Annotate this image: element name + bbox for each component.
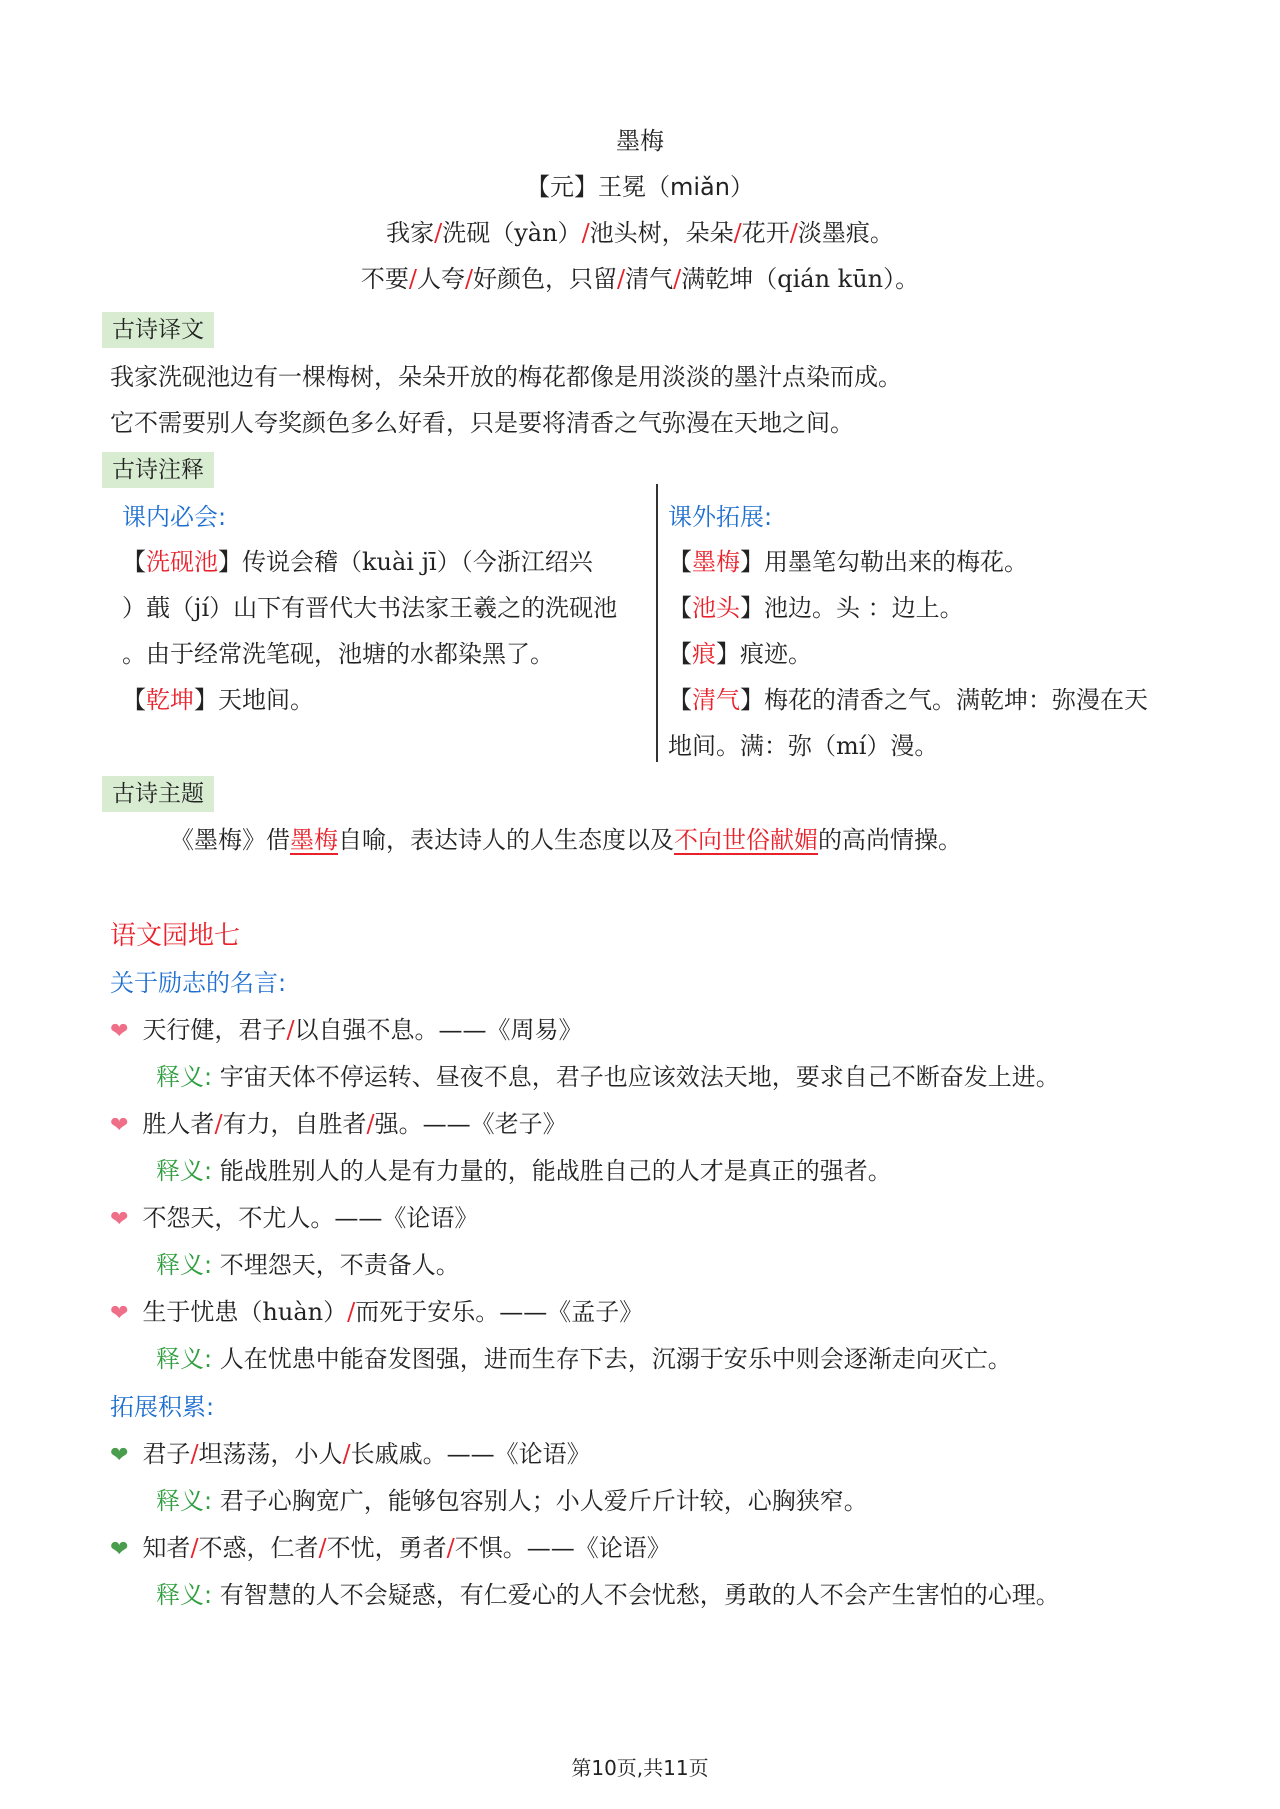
note-left-1-line-3: 。由于经常洗笔砚，池塘的水都染黑了。	[122, 640, 554, 668]
note-right-3: 【痕】痕迹。	[668, 640, 812, 668]
translation-tag: 古诗译文	[102, 312, 214, 348]
quote-1-meaning: 释义: 宇宙天体不停运转、昼夜不息，君子也应该效法天地，要求自己不断奋发上进。	[156, 1063, 1060, 1091]
note-left-1-line-2: ）蕺（jí）山下有晋代大书法家王羲之的洗砚池	[122, 594, 618, 622]
quote-3: ❤ 不怨天，不尤人。——《论语》	[110, 1201, 478, 1237]
section-motivational-quotes: 关于励志的名言:	[110, 969, 287, 997]
section-extended-accumulation: 拓展积累:	[110, 1393, 215, 1421]
note-left-1-line-1: 【洗砚池】传说会稽（kuài jī）（今浙江绍兴	[122, 548, 593, 576]
quote-2-meaning: 释义: 能战胜别人的人是有力量的，能战胜自己的人才是真正的强者。	[156, 1157, 892, 1185]
translation-line-2: 它不需要别人夸奖颜色多么好看，只是要将清香之气弥漫在天地之间。	[110, 409, 854, 437]
heart-icon: ❤	[110, 1537, 129, 1562]
heart-icon: ❤	[110, 1207, 129, 1232]
translation-line-1: 我家洗砚池边有一棵梅树，朵朵开放的梅花都像是用淡淡的墨汁点染而成。	[110, 363, 902, 391]
note-right-4-line-2: 地间。满：弥（mí）漫。	[668, 732, 939, 760]
quote-6-meaning: 释义: 有智慧的人不会疑惑，有仁爱心的人不会忧愁，勇敢的人不会产生害怕的心理。	[156, 1581, 1060, 1609]
poem-line-1: 我家/洗砚（yàn）/池头树，朵朵/花开/淡墨痕。	[386, 219, 894, 247]
note-right-4-line-1: 【清气】梅花的清香之气。满乾坤：弥漫在天	[668, 686, 1148, 714]
theme-tag: 古诗主题	[102, 776, 214, 812]
note-right-1: 【墨梅】用墨笔勾勒出来的梅花。	[668, 548, 1028, 576]
note-right-2: 【池头】池边。头 ：边上。	[668, 594, 964, 622]
poem-line-2: 不要/人夸/好颜色，只留/清气/满乾坤（qián kūn）。	[360, 265, 920, 293]
quote-6: ❤ 知者/不惑，仁者/不忧，勇者/不惧。——《论语》	[110, 1531, 671, 1567]
notes-left-heading: 课内必会:	[122, 503, 227, 531]
notes-divider	[656, 484, 658, 762]
quote-5-meaning: 释义: 君子心胸宽广，能够包容别人；小人爱斤斤计较，心胸狭窄。	[156, 1487, 868, 1515]
poem-title: 墨梅	[616, 127, 664, 155]
theme-text: 《墨梅》借墨梅自喻，表达诗人的人生态度以及不向世俗献媚的高尚情操。	[170, 826, 962, 854]
quote-3-meaning: 释义: 不埋怨天，不责备人。	[156, 1251, 460, 1279]
note-left-2: 【乾坤】天地间。	[122, 686, 314, 714]
notes-tag: 古诗注释	[102, 452, 214, 488]
notes-right-heading: 课外拓展:	[668, 503, 773, 531]
quote-1: ❤ 天行健，君子/以自强不息。——《周易》	[110, 1013, 583, 1049]
poem-author: 【元】王冕（miǎn）	[526, 173, 754, 201]
quote-4: ❤ 生于忧患（huàn）/而死于安乐。——《孟子》	[110, 1295, 643, 1331]
heart-icon: ❤	[110, 1019, 129, 1044]
quote-2: ❤ 胜人者/有力，自胜者/强。——《老子》	[110, 1107, 567, 1143]
heart-icon: ❤	[110, 1113, 129, 1138]
heart-icon: ❤	[110, 1443, 129, 1468]
garden-title: 语文园地七	[110, 921, 241, 951]
quote-4-meaning: 释义: 人在忧患中能奋发图强，进而生存下去，沉溺于安乐中则会逐渐走向灭亡。	[156, 1345, 1012, 1373]
heart-icon: ❤	[110, 1301, 129, 1326]
quote-5: ❤ 君子/坦荡荡，小人/长戚戚。——《论语》	[110, 1437, 591, 1473]
page-number: 第10页,共11页	[571, 1756, 709, 1780]
